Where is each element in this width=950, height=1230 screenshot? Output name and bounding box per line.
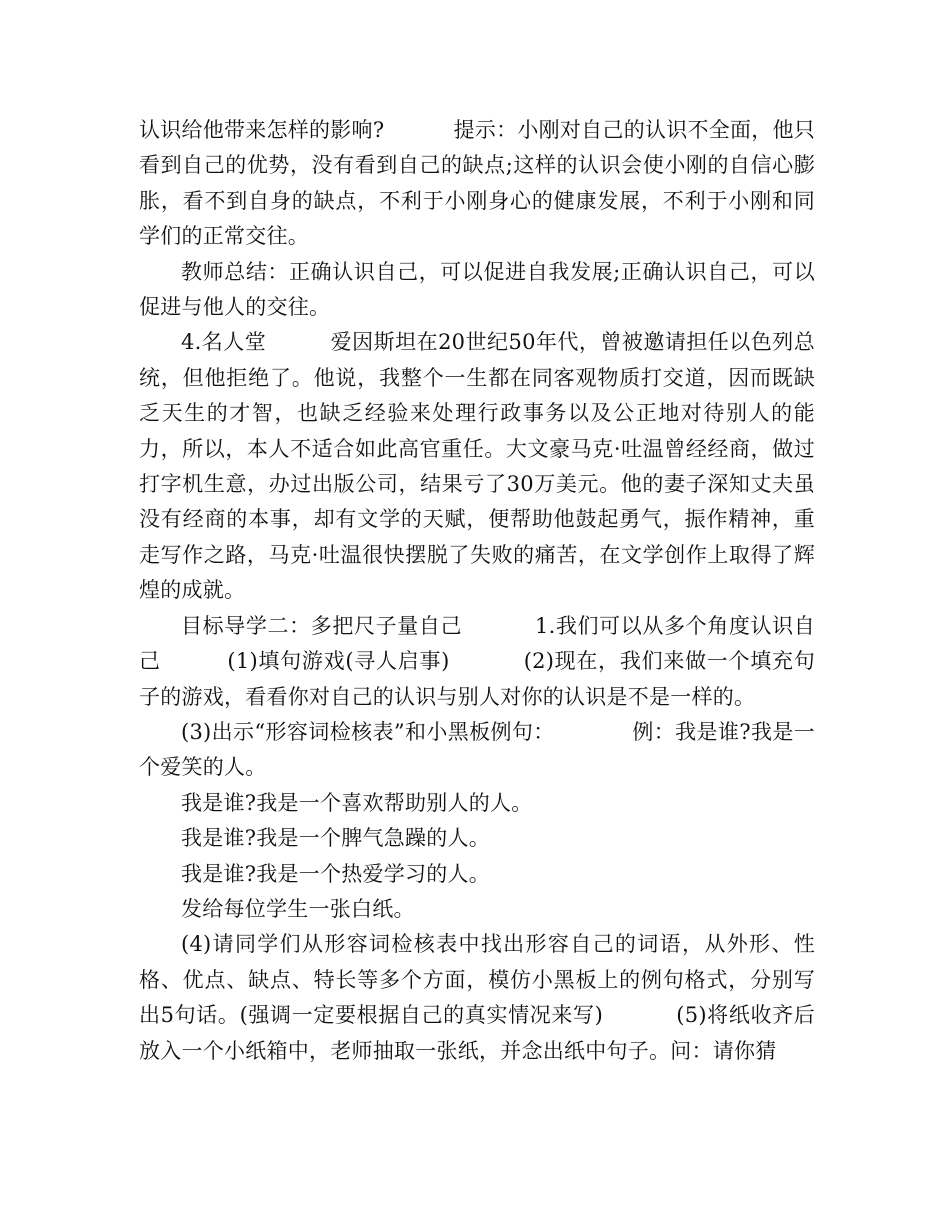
paragraph-8: 我是谁?我是一个热爱学习的人。 [181,861,491,886]
paragraph-4: 目标导学二：多把尺子量自己 1.我们可以从多个角度认识自己 (1)填句游戏(寻人启事) (2)现在，我们来做一个填充句子的游戏，看看你对自己的认识与别人对你的认识是不是一样的。 [139,613,815,709]
paragraph-1: 认识给他带来怎样的影响? 提示：小刚对自己的认识不全面，他只看到自己的优势，没有看到自己的缺点;这样的认识会使小刚的自信心膨胀，看不到自身的缺点，不利于小刚身心的健康发展，不利于小刚和同学们的正常交往。 [139,118,815,249]
paragraph-10: (4)请同学们从形容词检核表中找出形容自己的词语，从外形、性格、优点、缺点、特长等多个方面，模仿小黑板上的例句格式，分别写出5句话。(强调一定要根据自己的真实情况来写) (5)将纸收齐后放入一个小纸箱中，老师抽取一张纸，并念出纸中句子。问：请你猜 [139,932,815,1063]
paragraph-3: 4.名人堂 爱因斯坦在20世纪50年代，曾被邀请担任以色列总统，但他拒绝了。他说，我整个一生都在同客观物质打交道，因而既缺乏天生的才智，也缺乏经验来处理行政事务以及公正地对待别人的能力，所以，本人不适合如此高官重任。大文豪马克·吐温曾经经商，做过打字机生意，办过出版公司，结果亏了30万美元。他的妻子深知丈夫虽没有经商的本事，却有文学的天赋，便帮助他鼓起勇气，振作精神，重走写作之路，马克·吐温很快摆脱了失败的痛苦，在文学创作上取得了辉煌的成就。 [139,330,815,603]
paragraph-7: 我是谁?我是一个脾气急躁的人。 [181,826,491,851]
paragraph-9: 发给每位学生一张白纸。 [181,896,415,921]
document-body [139,113,815,1069]
paragraph-6: 我是谁?我是一个喜欢帮助别人的人。 [181,790,533,815]
paragraph-5: (3)出示“形容词检核表”和小黑板例句： 例：我是谁?我是一个爱笑的人。 [139,719,815,780]
paragraph-2: 教师总结：正确认识自己，可以促进自我发展;正确认识自己，可以促进与他人的交往。 [139,259,815,320]
